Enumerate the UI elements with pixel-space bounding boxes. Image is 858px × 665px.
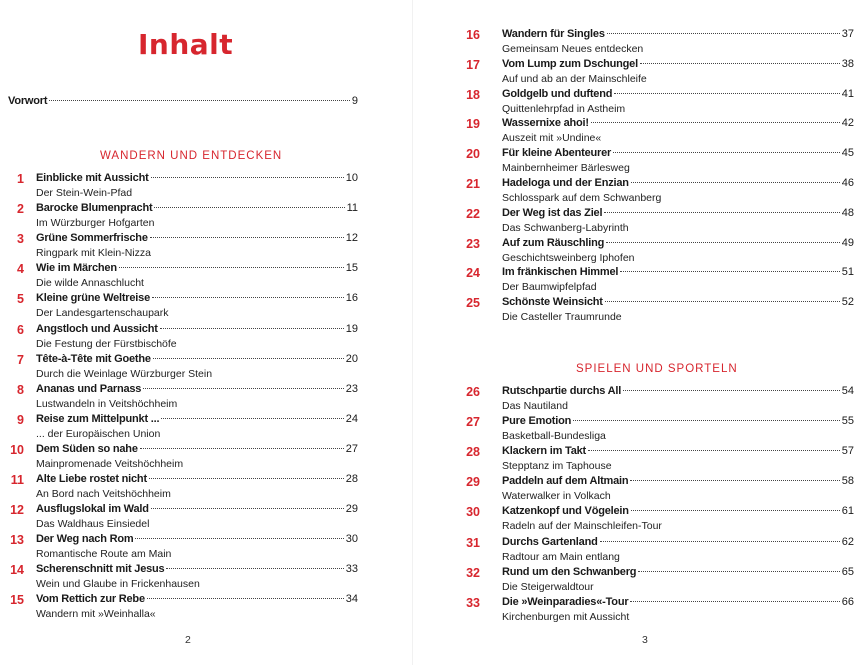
page-ref: 28 — [345, 473, 358, 485]
leader-dots — [49, 100, 350, 101]
chapter-title: Rund um den Schwanberg — [502, 565, 637, 578]
page-ref: 12 — [345, 232, 358, 245]
chapter-subtitle: Wein und Glaube in Frickenhausen — [36, 578, 200, 591]
toc-entry[interactable] — [458, 88, 858, 120]
entry-row — [36, 443, 358, 459]
chapter-title: Tête-à-Tête mit Goethe — [36, 352, 151, 365]
leader-dots — [151, 508, 344, 509]
entry-row — [502, 596, 854, 612]
page-ref: 11 — [346, 202, 358, 215]
chapter-number: 21 — [466, 177, 480, 191]
entry-row — [36, 593, 358, 609]
entry-row — [502, 237, 854, 253]
leader-dots — [607, 33, 840, 34]
page-title: Inhalt — [138, 28, 234, 61]
page-ref: 30 — [345, 533, 358, 546]
chapter-number: 19 — [466, 117, 480, 132]
leader-dots — [147, 598, 344, 599]
leader-dots — [606, 242, 840, 243]
chapter-subtitle: Schlosspark auf dem Schwanberg — [502, 192, 662, 204]
chapter-subtitle: Im Würzburger Hofgarten — [36, 217, 155, 230]
toc-entry[interactable] — [458, 596, 858, 628]
chapter-title: Ananas und Parnass — [36, 382, 142, 395]
toc-entry[interactable] — [0, 443, 400, 475]
page-ref: 23 — [345, 382, 358, 395]
page-ref: 19 — [345, 322, 358, 335]
chapter-title: Wie im Märchen — [36, 262, 117, 275]
chapter-title: Ausflugslokal im Wald — [36, 503, 149, 516]
toc-entry[interactable] — [0, 202, 400, 234]
page-ref: 49 — [841, 236, 854, 249]
entry-row — [502, 566, 854, 582]
chapter-number: 31 — [466, 535, 480, 550]
page-ref: 37 — [841, 28, 854, 40]
page-ref: 46 — [841, 177, 854, 189]
chapter-subtitle: Mainpromenade Veitshöchheim — [36, 457, 184, 470]
chapter-title: Vom Lump zum Dschungel — [502, 57, 638, 70]
toc-entry[interactable] — [0, 172, 400, 204]
toc-entry[interactable] — [458, 505, 858, 537]
right-page — [420, 0, 854, 665]
page-ref: 34 — [345, 593, 358, 606]
page-ref: 57 — [841, 445, 854, 458]
chapter-title: Durchs Gartenland — [502, 535, 598, 548]
vorwort-label: Vorwort — [8, 95, 48, 107]
chapter-number: 5 — [17, 292, 24, 307]
entry-row — [36, 292, 358, 308]
toc-entry[interactable] — [458, 385, 858, 417]
chapter-title: Auf zum Räuschling — [502, 236, 605, 249]
chapter-subtitle: Die Festung der Fürstbischöfe — [36, 337, 177, 350]
leader-dots — [638, 571, 839, 572]
toc-entry[interactable] — [458, 266, 858, 298]
leader-dots — [149, 478, 344, 479]
leader-dots — [600, 541, 840, 542]
chapter-title: Pure Emotion — [502, 415, 572, 428]
entry-row — [502, 88, 854, 104]
leader-dots — [153, 358, 344, 359]
left-page — [0, 0, 410, 665]
chapter-number: 13 — [10, 533, 24, 548]
toc-entry[interactable] — [458, 147, 858, 179]
chapter-number: 23 — [466, 236, 480, 251]
toc-entry[interactable] — [0, 533, 400, 565]
chapter-number: 14 — [10, 563, 24, 578]
chapter-subtitle: Romantische Route am Main — [36, 548, 172, 561]
entry-row — [502, 296, 854, 312]
chapter-title: Reise zum Mittelpunkt ... — [36, 412, 160, 425]
leader-dots — [630, 480, 839, 481]
page-ref: 10 — [345, 172, 358, 184]
leader-dots — [150, 237, 344, 238]
page-ref: 45 — [841, 147, 854, 160]
entry-row — [36, 533, 358, 549]
entry-row — [502, 266, 854, 282]
page-ref: 33 — [345, 563, 358, 576]
leader-dots — [119, 267, 344, 268]
section-heading-spielen: SPIELEN UND SPORTELN — [576, 363, 738, 375]
toc-entry[interactable] — [458, 177, 858, 209]
leader-dots — [614, 93, 839, 94]
page-ref: 62 — [841, 535, 854, 548]
chapter-title: Scherenschnitt mit Jesus — [36, 563, 165, 576]
toc-entry[interactable] — [0, 593, 400, 625]
chapter-number: 16 — [466, 28, 480, 42]
page-ref: 42 — [841, 117, 854, 130]
toc-entry[interactable] — [458, 207, 858, 239]
entry-row — [502, 505, 854, 521]
chapter-title: Im fränkischen Himmel — [502, 266, 619, 279]
entry-row — [502, 207, 854, 223]
leader-dots — [604, 212, 839, 213]
chapter-number: 3 — [17, 232, 24, 247]
chapter-title: Rutschpartie durchs All — [502, 385, 622, 397]
chapter-subtitle: Der Landesgartenschaupark — [36, 307, 169, 320]
chapter-subtitle: Mainbernheimer Bärlesweg — [502, 162, 630, 175]
chapter-subtitle: Das Nautiland — [502, 400, 568, 412]
leader-dots — [161, 418, 343, 419]
toc-entry[interactable] — [458, 117, 858, 149]
toc-entry[interactable] — [0, 383, 400, 415]
toc-entry[interactable] — [0, 413, 400, 445]
page-ref: 15 — [345, 262, 358, 275]
entry-row — [36, 232, 358, 248]
page-ref: 65 — [841, 565, 854, 578]
chapter-subtitle: Wandern mit »Weinhalla« — [36, 608, 156, 621]
chapter-title: Der Weg nach Rom — [36, 533, 134, 546]
leader-dots — [591, 122, 840, 123]
toc-entry[interactable] — [0, 292, 400, 324]
entry-row — [502, 177, 854, 193]
page-ref: 27 — [345, 442, 358, 455]
toc-entry[interactable] — [0, 232, 400, 264]
chapter-title: Grüne Sommerfrische — [36, 232, 148, 245]
chapter-number: 24 — [466, 266, 480, 281]
chapter-title: Katzenkopf und Vögelein — [502, 505, 629, 518]
chapter-subtitle: Auf und ab an der Mainschleife — [502, 72, 647, 85]
leader-dots — [630, 601, 839, 602]
leader-dots — [152, 297, 344, 298]
chapter-number: 26 — [466, 385, 480, 399]
chapter-number: 15 — [10, 593, 24, 608]
chapter-title: Für kleine Abenteurer — [502, 147, 612, 160]
chapter-number: 30 — [466, 505, 480, 520]
chapter-number: 4 — [17, 262, 24, 277]
chapter-title: Einblicke mit Aussicht — [36, 172, 149, 184]
chapter-subtitle: Die Steigerwaldtour — [502, 580, 594, 593]
leader-dots — [605, 301, 840, 302]
entry-row — [36, 383, 358, 399]
entry-row — [502, 445, 854, 461]
chapter-title: Wandern für Singles — [502, 28, 605, 40]
leader-dots — [160, 328, 344, 329]
leader-dots — [588, 450, 840, 451]
chapter-number: 10 — [10, 442, 24, 457]
chapter-subtitle: Das Schwanberg-Labyrinth — [502, 221, 629, 234]
entry-row — [502, 385, 854, 401]
chapter-number: 11 — [10, 473, 24, 487]
chapter-subtitle: Durch die Weinlage Würzburger Stein — [36, 367, 213, 380]
chapter-subtitle: Radtour am Main entlang — [502, 550, 620, 563]
leader-dots — [631, 510, 840, 511]
chapter-subtitle: Kirchenburgen mit Aussicht — [502, 610, 630, 623]
page-ref: 61 — [841, 505, 854, 518]
toc-entry[interactable] — [458, 536, 858, 568]
entry-row — [36, 323, 358, 339]
page-ref: 38 — [841, 57, 854, 70]
chapter-number: 8 — [17, 382, 24, 397]
chapter-subtitle: An Bord nach Veitshöchheim — [36, 488, 171, 500]
toc-entry[interactable] — [0, 323, 400, 355]
chapter-subtitle: Quittenlehrpfad in Astheim — [502, 102, 626, 115]
leader-dots — [631, 182, 840, 183]
page-number-left: 2 — [185, 634, 191, 646]
toc-entry[interactable] — [458, 415, 858, 447]
chapter-number: 28 — [466, 445, 480, 460]
entry-row — [502, 536, 854, 552]
leader-dots — [613, 152, 840, 153]
page-ref: 51 — [841, 266, 854, 279]
page-ref: 58 — [841, 475, 854, 488]
chapter-number: 18 — [466, 87, 480, 102]
chapter-title: Alte Liebe rostet nicht — [36, 473, 147, 485]
toc-entry[interactable] — [458, 237, 858, 269]
chapter-title: Dem Süden so nahe — [36, 442, 138, 455]
page-ref: 24 — [345, 412, 358, 425]
leader-dots — [154, 207, 344, 208]
leader-dots — [151, 177, 344, 178]
chapter-number: 22 — [466, 206, 480, 221]
chapter-number: 2 — [17, 202, 24, 217]
chapter-number: 33 — [466, 595, 480, 610]
toc-entry[interactable] — [0, 262, 400, 294]
chapter-number: 25 — [466, 296, 480, 311]
chapter-subtitle: Waterwalker in Volkach — [502, 490, 611, 503]
chapter-subtitle: Ringpark mit Klein-Nizza — [36, 247, 151, 260]
chapter-title: Die »Weinparadies«-Tour — [502, 595, 629, 608]
leader-dots — [573, 420, 840, 421]
leader-dots — [140, 448, 344, 449]
entry-row — [36, 262, 358, 278]
leader-dots — [135, 538, 343, 539]
toc-entry[interactable] — [458, 475, 858, 507]
page-ref: 66 — [841, 595, 854, 608]
toc-entry[interactable] — [0, 563, 400, 595]
toc-entry[interactable] — [458, 296, 858, 328]
chapter-number: 1 — [17, 172, 24, 186]
chapter-number: 9 — [17, 412, 24, 427]
chapter-subtitle: Die Casteller Traumrunde — [502, 311, 622, 324]
chapter-subtitle: Das Waldhaus Einsiedel — [36, 518, 150, 531]
chapter-title: Paddeln auf dem Altmain — [502, 475, 629, 488]
page-ref: 48 — [841, 206, 854, 219]
chapter-subtitle: Auszeit mit »Undine« — [502, 132, 602, 145]
leader-dots — [143, 388, 344, 389]
chapter-subtitle: Lustwandeln in Veitshöchheim — [36, 397, 178, 410]
vorwort-page: 9 — [351, 95, 358, 107]
chapter-title: Kleine grüne Weltreise — [36, 292, 150, 305]
chapter-number: 17 — [466, 57, 480, 72]
page-number-right: 3 — [642, 634, 648, 646]
page-ref: 16 — [345, 292, 358, 305]
chapter-subtitle: Geschichtsweinberg Iphofen — [502, 251, 635, 264]
page-ref: 55 — [841, 415, 854, 428]
entry-row — [36, 413, 358, 429]
entry-row — [502, 147, 854, 163]
toc-entry[interactable] — [0, 353, 400, 385]
entry-row — [36, 353, 358, 369]
entry-row — [502, 28, 854, 44]
toc-entry[interactable] — [458, 58, 858, 90]
chapter-number: 20 — [466, 147, 480, 162]
entry-row — [502, 117, 854, 133]
chapter-number: 12 — [10, 503, 24, 518]
toc-entry-vorwort[interactable] — [8, 95, 358, 111]
chapter-subtitle: Basketball-Bundesliga — [502, 430, 606, 443]
leader-dots — [620, 271, 840, 272]
entry-row — [502, 415, 854, 431]
chapter-number: 6 — [17, 322, 24, 337]
chapter-number: 29 — [466, 475, 480, 490]
chapter-title: Barocke Blumenpracht — [36, 202, 153, 215]
chapter-number: 27 — [466, 415, 480, 430]
entry-row — [36, 503, 358, 519]
chapter-title: Hadeloga und der Enzian — [502, 177, 629, 189]
entry-row — [36, 202, 358, 218]
chapter-subtitle: Der Stein-Wein-Pfad — [36, 187, 133, 199]
chapter-subtitle: Radeln auf der Mainschleifen-Tour — [502, 520, 662, 533]
chapter-number: 7 — [17, 352, 24, 367]
page-ref: 54 — [841, 385, 854, 397]
chapter-title: Vom Rettich zur Rebe — [36, 593, 145, 606]
toc-entry[interactable] — [458, 566, 858, 598]
entry-row — [36, 172, 358, 188]
chapter-subtitle: Der Baumwipfelpfad — [502, 281, 597, 294]
toc-entry[interactable] — [0, 473, 400, 505]
chapter-subtitle: ... der Europäischen Union — [36, 427, 161, 440]
chapter-subtitle: Stepptanz im Taphouse — [502, 460, 612, 473]
chapter-subtitle: Die wilde Annaschlucht — [36, 277, 144, 290]
chapter-title: Schönste Weinsicht — [502, 296, 603, 309]
chapter-title: Klackern im Takt — [502, 445, 587, 458]
gutter — [412, 0, 413, 665]
page-ref: 41 — [841, 87, 854, 100]
leader-dots — [640, 63, 840, 64]
page-ref: 52 — [841, 296, 854, 309]
toc-entry[interactable] — [458, 445, 858, 477]
section-heading-wandern: WANDERN UND ENTDECKEN — [100, 150, 283, 162]
chapter-subtitle: Gemeinsam Neues entdecken — [502, 43, 644, 55]
entry-row — [502, 58, 854, 74]
toc-entry[interactable] — [458, 28, 858, 60]
chapter-title: Angstloch und Aussicht — [36, 322, 158, 335]
entry-row — [36, 473, 358, 489]
leader-dots — [166, 568, 343, 569]
entry-row — [36, 563, 358, 579]
chapter-title: Der Weg ist das Ziel — [502, 206, 603, 219]
leader-dots — [623, 390, 840, 391]
chapter-title: Wassernixe ahoi! — [502, 117, 589, 130]
chapter-title: Goldgelb und duftend — [502, 87, 613, 100]
toc-entry[interactable] — [0, 503, 400, 535]
page-ref: 20 — [345, 352, 358, 365]
entry-row — [502, 475, 854, 491]
chapter-number: 32 — [466, 565, 480, 580]
page-ref: 29 — [345, 503, 358, 516]
